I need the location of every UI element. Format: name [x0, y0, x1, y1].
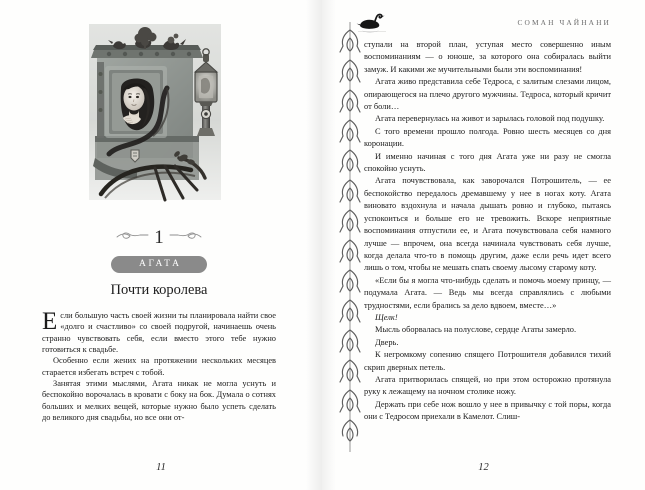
- left-page-body: [42, 310, 276, 423]
- chapter-number-row: [42, 227, 276, 253]
- flourish-left-icon: [116, 229, 150, 247]
- right-page: [322, 0, 645, 490]
- gutter-shadow: [306, 0, 322, 490]
- thorn-vine-border: [337, 22, 363, 452]
- running-head: [364, 14, 611, 36]
- flourish-right-icon: [168, 229, 202, 247]
- paragraph: Дверь.: [375, 337, 399, 347]
- chapter-character-badge: АГАТА: [111, 256, 207, 273]
- paragraph: Держать при себе нож вошло у нее в привычку с той поры, когда они с Тедросом приехали в Камелот. Слиш-: [364, 399, 611, 422]
- paragraph-dropcap: [42, 310, 276, 355]
- paragraph: Особенно если жених на протяжении нескольких месяцев старается избегать встреч с тобой.: [42, 356, 276, 377]
- gutter-shadow: [322, 0, 336, 490]
- paragraph: Агата почувствовала, как заворочался Потрошитель, — ее беспокойство передалось дремавшему у нее в ногах коту. Агата виновато вздохнула и начала дышать ровно и глубоко, пытаясь успокоиться и больше его не тревожить. Вскоре неприятные воспоминания отпустили ее, и Агата почувствовала себя намного лучше — впрочем, она всегда начинала чувствовать себя лучше, когда делала что-то в помощь другим, даже если речь идет всего лишь о том, чтобы не мешать спать своему лысому старому коту.: [364, 176, 611, 273]
- paragraph: К негромкому сопению спящего Потрошителя добавился тихий скрип дверных петель.: [364, 350, 611, 372]
- paragraph: Занятая этими мыслями, Агата никак не могла уснуть и беспокойно ворочалась в кровати с боку на бок. Думала о сотнях больших и мелких вещей, которые нужно было успеть сделать до великого дня свадьбы, но все они от-: [42, 379, 276, 423]
- paragraph: «Если бы я могла что-нибудь сделать и помочь моему принцу, — подумала Агата. — Ведь мы всегда справлялись с любыми трудностями, если брались за дело вдвоем, вместе…»: [364, 275, 611, 310]
- right-page-body: [364, 39, 611, 424]
- running-head-title: СОМАН ЧАЙНАНИ: [517, 18, 611, 27]
- chapter-illustration: [79, 18, 239, 223]
- paragraph: Агата притворилась спящей, но при этом осторожно протянула руку к лежащему на ночном столике ножу.: [364, 374, 611, 397]
- paragraph-text: сли большую часть своей жизни ты планировала найти свое «долго и счастливо» со своей подругой, начинаешь очень странно чувствовать себя, если вместо этого тебе нужно готовиться к свадьбе.: [42, 311, 276, 355]
- page-number-left: 11: [156, 462, 166, 473]
- paragraph: Мысль оборвалась на полуслове, сердце Агаты замерло.: [375, 325, 577, 335]
- chapter-title: Почти королева: [110, 282, 208, 298]
- paragraph: Агата перевернулась на живот и зарылась головой под подушку.: [375, 114, 605, 124]
- black-swan-icon: [356, 13, 390, 40]
- drop-cap: Е: [42, 308, 58, 335]
- left-page: [0, 0, 322, 490]
- paragraph: ступали на второй план, уступая место совершенно иным воспоминаниям — о юноше, за которого она собиралась выйти замуж. И какими же мучительными были эти воспоминания!: [364, 40, 611, 74]
- paragraph: Агата живо представила себе Тедроса, с залитым слезами лицом, опирающегося на плечо другого мужчины. Тедроса, который кричит от боли…: [364, 77, 611, 112]
- paragraph: С того времени прошло полгода. Ровно шесть месяцев со дня коронации.: [364, 126, 611, 149]
- paragraph: И именно начиная с того дня Агата уже ни разу не смогла спокойно уснуть.: [364, 151, 611, 174]
- paragraph-emphasis: Щелк!: [375, 312, 398, 322]
- page-number-right: 12: [478, 462, 489, 473]
- chapter-number: 1: [154, 227, 164, 248]
